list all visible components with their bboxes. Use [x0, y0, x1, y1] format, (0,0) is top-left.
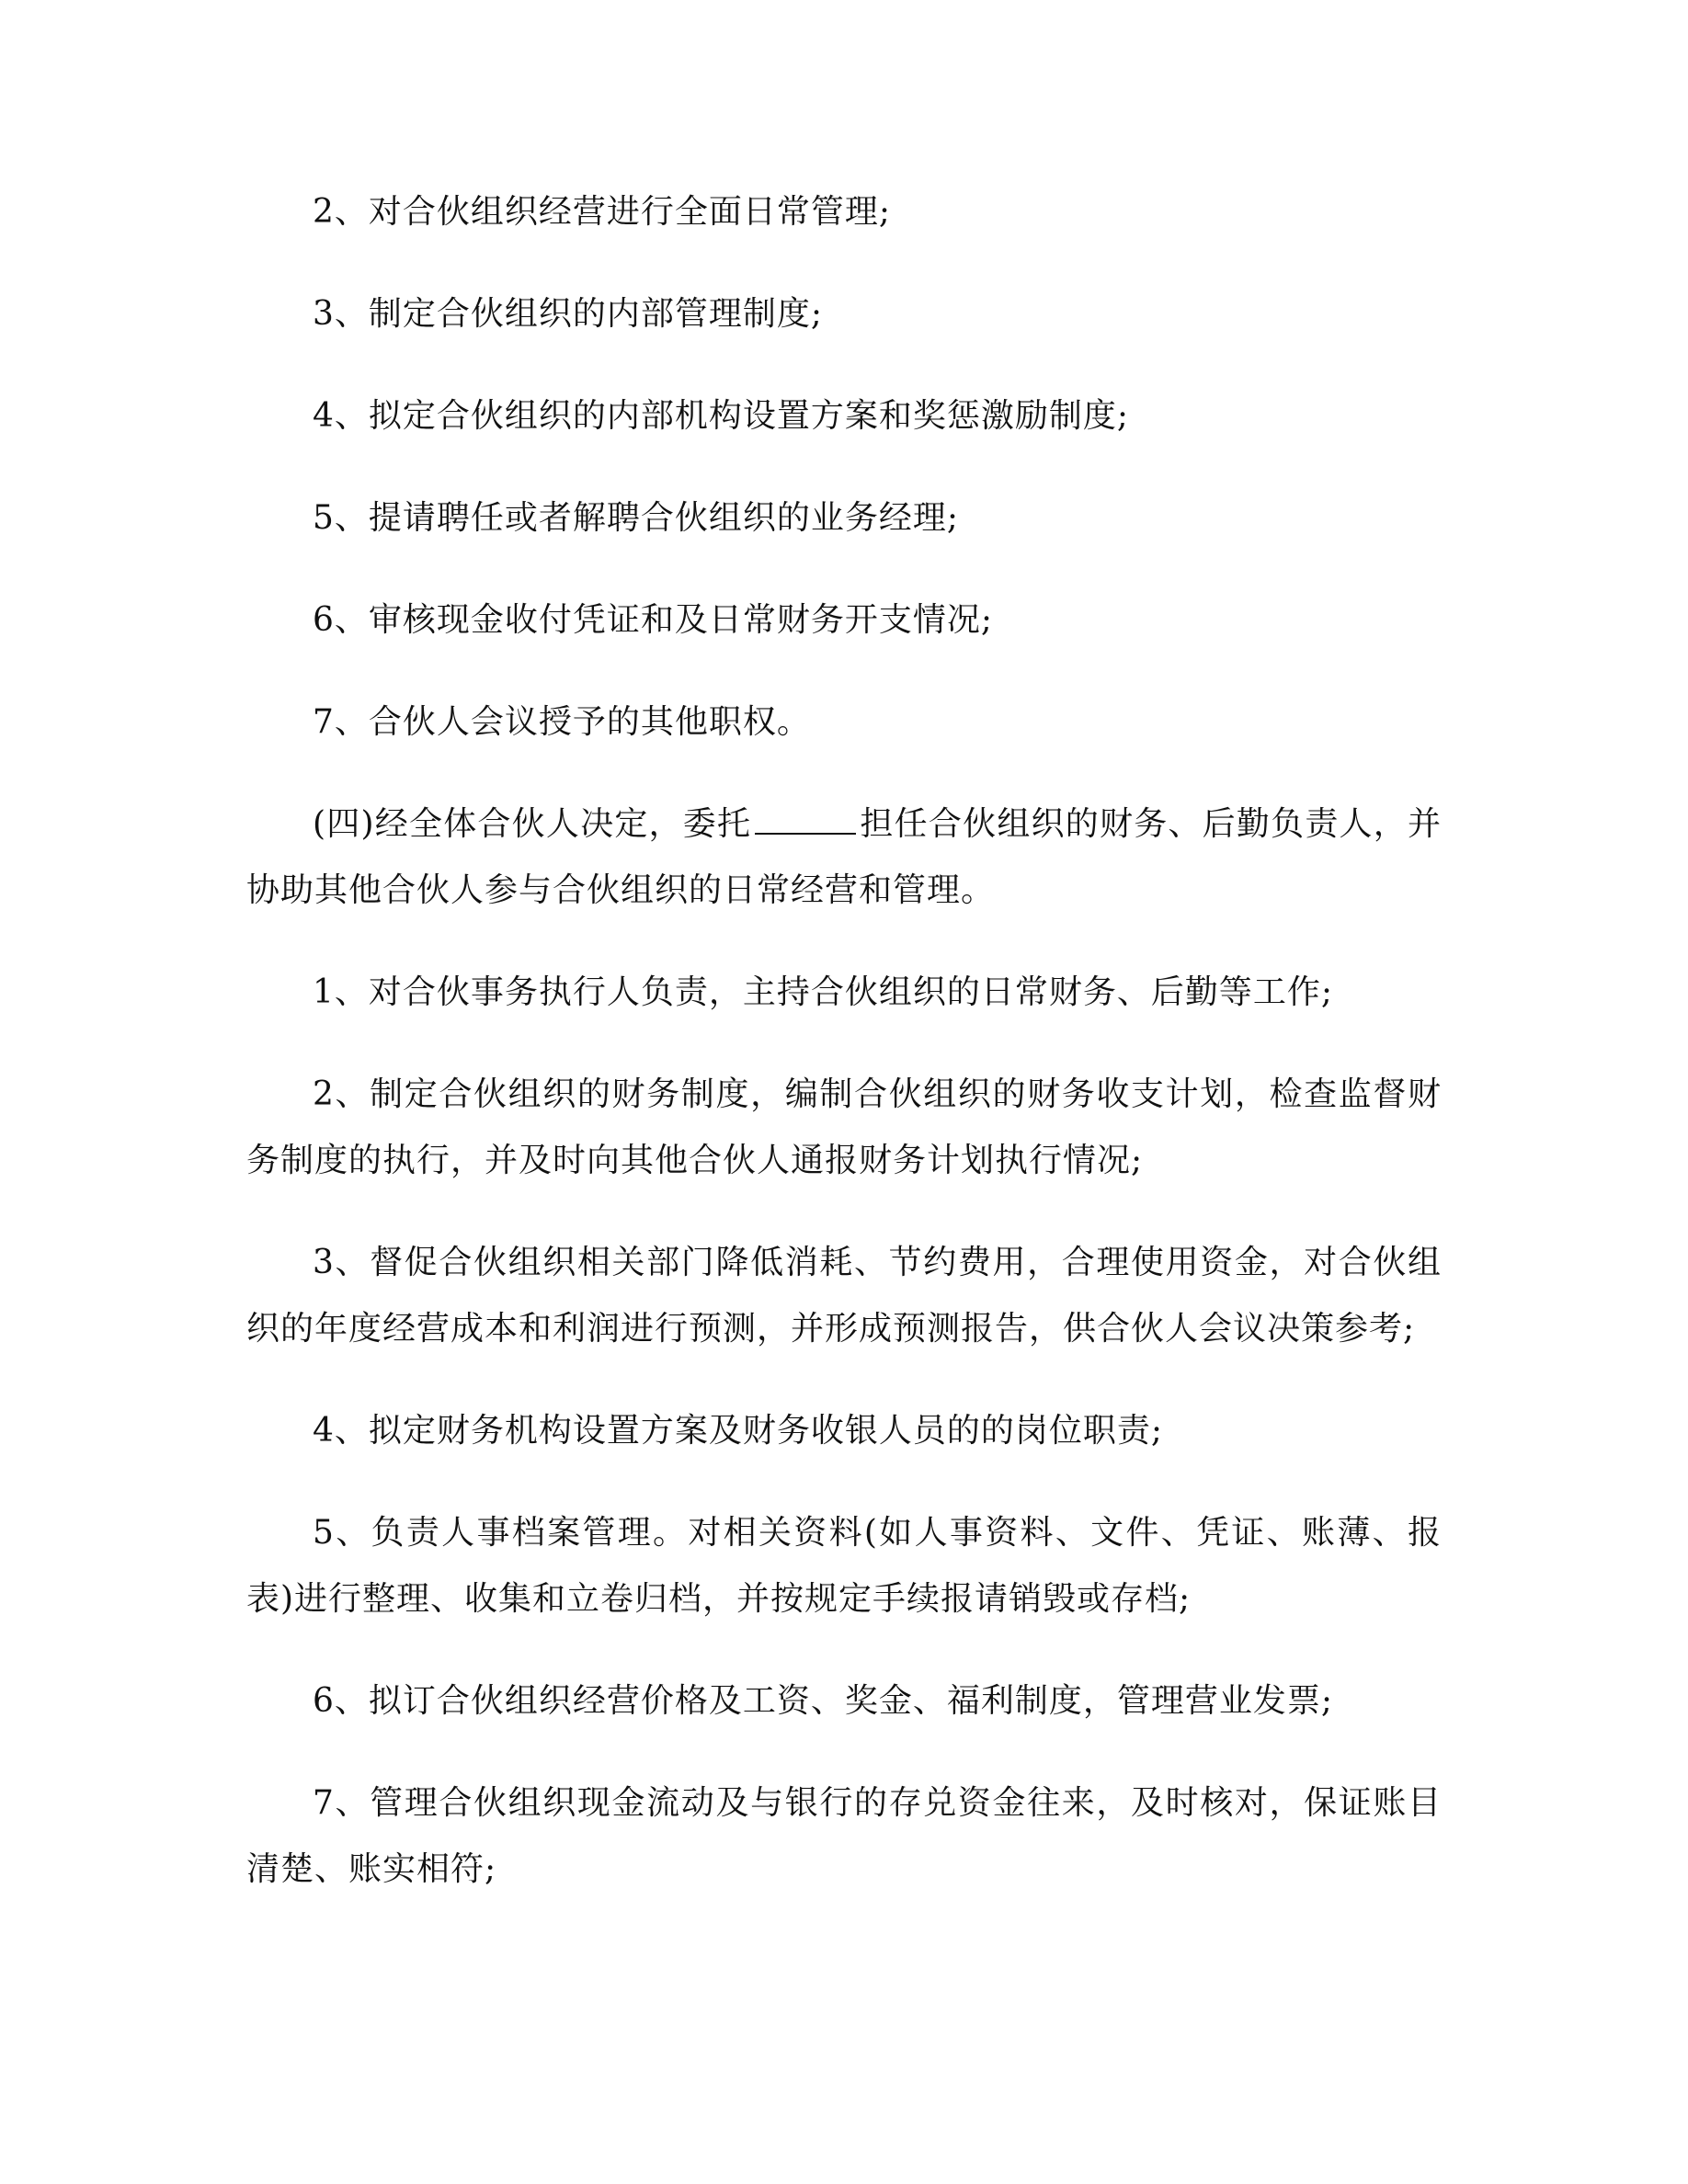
section-four-rest: 担任合伙组织的财务、后勤负责人，并协助其他合伙人参与合伙组织的日常经营和管理。: [246, 805, 1442, 909]
list-item: 3、制定合伙组织的内部管理制度;: [313, 295, 824, 333]
section-four-lead: (四)经全体合伙人决定，委托: [313, 805, 752, 843]
list-item: 6、拟订合伙组织经营价格及工资、奖金、福利制度，管理营业发票;: [313, 1682, 1334, 1720]
list-item: 7、管理合伙组织现金流动及与银行的存兑资金往来，及时核对，保证账目清楚、账实相符;: [246, 1784, 1442, 1888]
section-four-paragraph: [246, 791, 1442, 924]
list-item: 5、负责人事档案管理。对相关资料(如人事资料、文件、凭证、账薄、报表)进行整理、收集和立卷归档，并按规定手续报请销毁或存档;: [246, 1514, 1442, 1618]
list-item: 1、对合伙事务执行人负责，主持合伙组织的日常财务、后勤等工作;: [313, 973, 1334, 1011]
document-body: [246, 179, 1442, 1939]
list-item: 2、对合伙组织经营进行全面日常管理;: [313, 193, 892, 231]
list-item: 5、提请聘任或者解聘合伙组织的业务经理;: [313, 499, 960, 537]
list-item: 3、督促合伙组织相关部门降低消耗、节约费用，合理使用资金，对合伙组织的年度经营成本和利润进行预测，并形成预测报告，供合伙人会议决策参考;: [246, 1244, 1442, 1348]
list-item: 7、合伙人会议授予的其他职权。: [313, 703, 811, 741]
list-item: 4、拟定合伙组织的内部机构设置方案和奖惩激励制度;: [313, 397, 1130, 435]
list-item: 4、拟定财务机构设置方案及财务收银人员的的岗位职责;: [313, 1412, 1164, 1450]
list-item: 6、审核现金收付凭证和及日常财务开支情况;: [313, 601, 994, 639]
fill-in-blank: [755, 805, 856, 835]
list-item: 2、制定合伙组织的财务制度，编制合伙组织的财务收支计划，检查监督财务制度的执行，并及时向其他合伙人通报财务计划执行情况;: [246, 1075, 1442, 1179]
